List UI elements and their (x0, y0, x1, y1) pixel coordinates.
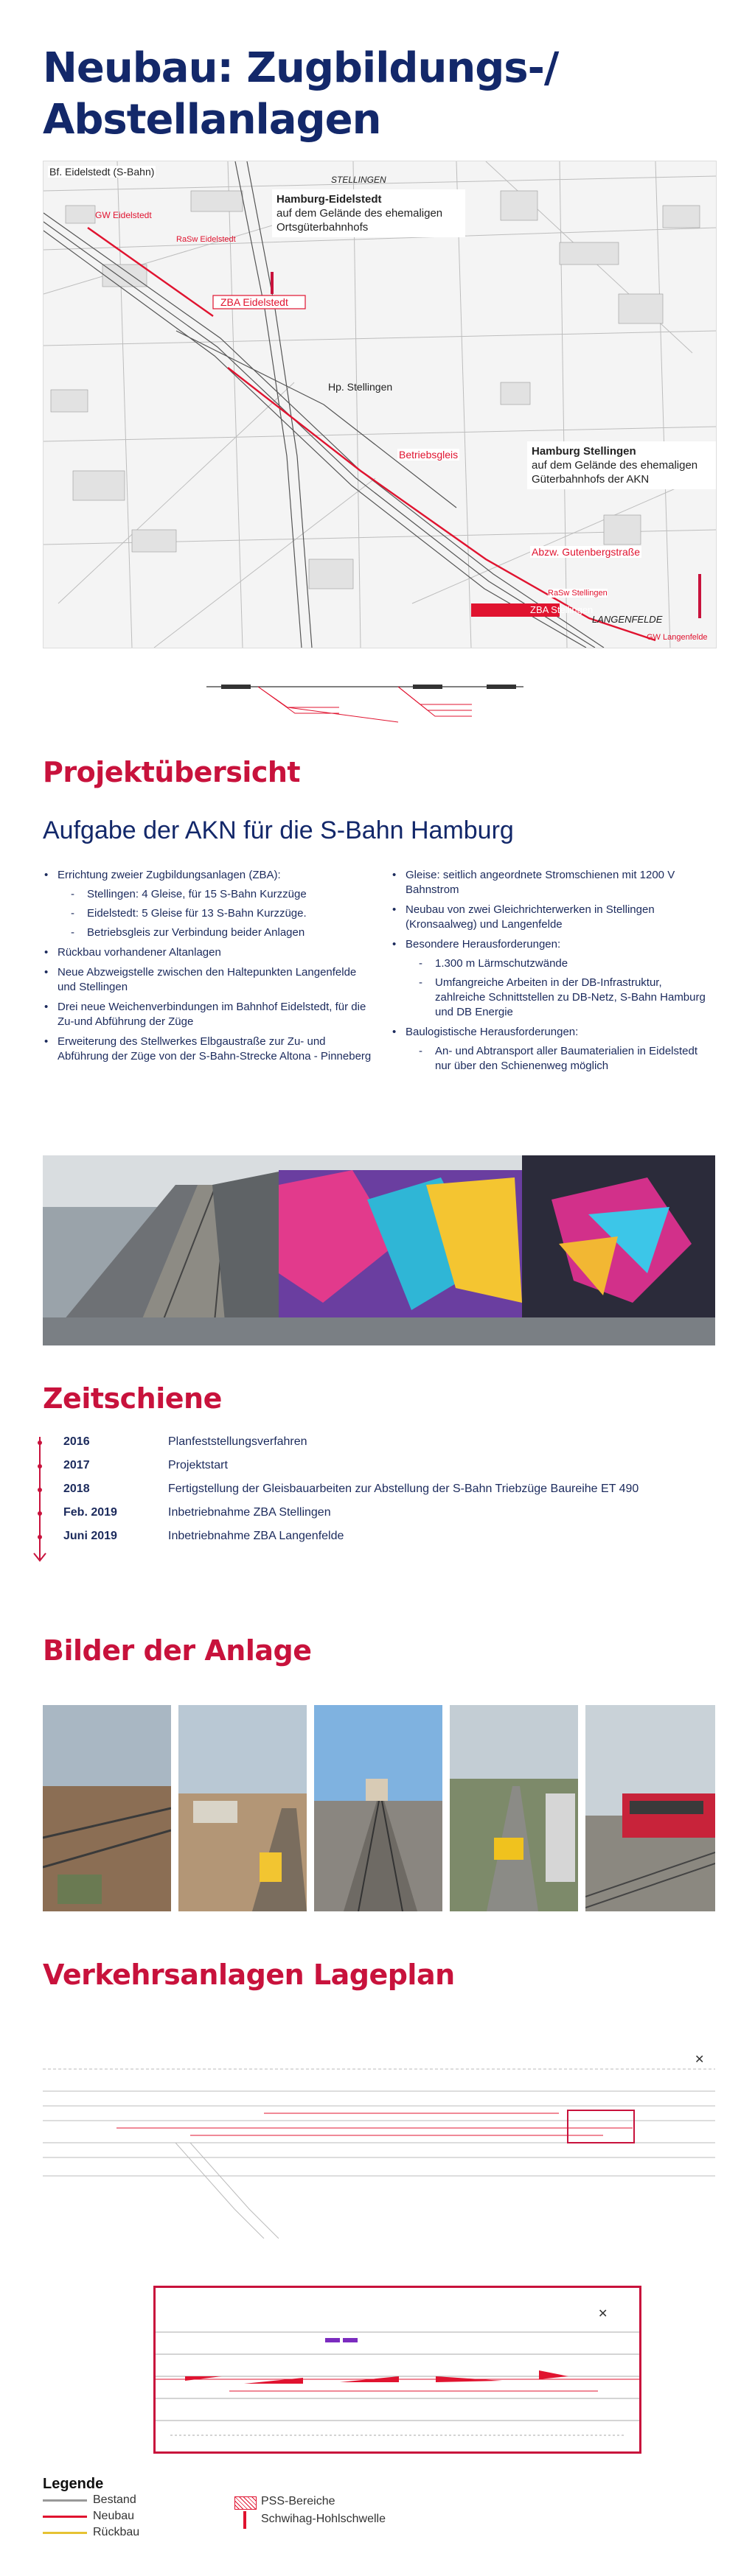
overview-subtitle: Aufgabe der AKN für die S-Bahn Hamburg (43, 816, 514, 844)
callout-eidelstedt-text-2: Ortsgüterbahnhofs (276, 221, 369, 234)
timeline-year: 2016 (63, 1435, 90, 1448)
callout-stellingen (527, 441, 717, 489)
legend-label-neubau: Neubau (93, 2510, 135, 2522)
legend-swatch-pss (234, 2496, 257, 2510)
label-langenfelde: LANGENFELDE (592, 614, 663, 625)
label-betriebsgleis: Betriebsgleis (399, 449, 459, 461)
legend-swatch-schwihag (243, 2511, 246, 2529)
track-schematic (177, 678, 560, 729)
list-item-text: Baulogistische Herausforderungen: (406, 1026, 579, 1038)
legend-swatch-rueckbau (43, 2532, 87, 2534)
legend-label-pss: PSS-Bereiche (261, 2495, 335, 2507)
legend-label-bestand: Bestand (93, 2493, 136, 2506)
list-item (43, 1000, 375, 1029)
list-item-text: Gleise: seitlich angeordnete Stromschienen mit 1200 V Bahnstrom (406, 869, 675, 896)
callout-stellingen-title: Hamburg Stellingen (532, 445, 636, 458)
title-line-1: Neubau: Zugbildungs-/ (43, 44, 559, 92)
sub-list-item: - Umfangreiche Arbeiten in der DB-Infrastruktur, zahlreiche Schnittstellen zu DB-Netz, S-Bahn Hamburg und DB Energie (406, 976, 715, 1020)
legend-title: Legende (43, 2476, 104, 2492)
site-plan-overview (43, 2040, 715, 2239)
photo-construction-2 (178, 1705, 307, 1911)
list-item (391, 937, 715, 1020)
label-rasw-stellingen: RaSw Stellingen (548, 589, 608, 598)
list-item-text: Rückbau vorhandener Altanlagen (58, 946, 221, 959)
svg-text:✕: ✕ (598, 2306, 608, 2320)
list-item (391, 1025, 715, 1074)
section-title-timeline: Zeitschiene (43, 1382, 222, 1415)
sub-list-item: - Stellingen: 4 Gleise, für 15 S-Bahn Kurzzüge (58, 887, 375, 902)
photo-track-3 (314, 1705, 442, 1911)
list-item (43, 965, 375, 995)
list-item-text: Neue Abzweigstelle zwischen den Haltepunkten Langenfelde und Stellingen (58, 966, 357, 993)
label-gw-eidelstedt: GW Eidelstedt (95, 210, 152, 220)
title-line-2: Abstellanlagen (43, 96, 381, 144)
timeline-text: Planfeststellungsverfahren (168, 1435, 307, 1448)
section-title-overview: Projektübersicht (43, 756, 301, 788)
list-item (391, 868, 715, 897)
sub-list-item: - Eidelstedt: 5 Gleise für 13 S-Bahn Kurzzüge. (58, 906, 375, 921)
section-title-plan: Verkehrsanlagen Lageplan (43, 1959, 455, 1991)
list-item-text: Neubau von zwei Gleichrichterwerken in Stellingen (Kronsaalweg) und Langenfelde (406, 903, 655, 931)
list-item (43, 945, 375, 960)
label-gw-langenfelde: GW Langenfelde (647, 633, 708, 642)
photo-track-graffiti (43, 1155, 715, 1345)
photo-track-4 (450, 1705, 578, 1911)
label-bf-eidelstedt: Bf. Eidelstedt (S-Bahn) (49, 166, 155, 178)
list-item-text: Besondere Herausforderungen: (406, 938, 561, 951)
timeline-entry (63, 1435, 307, 1449)
label-hp-stellingen: Hp. Stellingen (328, 381, 393, 393)
sub-list-item: - An- und Abtransport aller Baumaterialien in Eidelstedt nur über den Schienenweg möglich (406, 1044, 715, 1074)
timeline-year: Feb. 2019 (63, 1506, 117, 1519)
sub-list-item: - Betriebsgleis zur Verbindung beider Anlagen (58, 925, 375, 940)
legend-label-schwihag: Schwihag-Hohlschwelle (261, 2513, 386, 2525)
callout-eidelstedt-title: Hamburg-Eidelstedt (276, 193, 382, 206)
overview-left-column (43, 868, 375, 1069)
label-stellingen: STELLINGEN (331, 175, 386, 185)
timeline-text: Fertigstellung der Gleisbauarbeiten zur Abstellung der S-Bahn Triebzüge Baureihe ET 490 (168, 1483, 639, 1495)
overview-left-list (43, 868, 375, 1064)
list-item (43, 868, 375, 940)
timeline-year: 2017 (63, 1459, 90, 1471)
label-abzw-gutenberg: Abzw. Gutenbergstraße (532, 546, 641, 558)
label-rasw-eidelstedt: RaSw Eidelstedt (176, 235, 236, 244)
list-item-text: Drei neue Weichenverbindungen im Bahnhof Eidelstedt, für die Zu-und Abführung der Züge (58, 1001, 366, 1028)
timeline-year: Juni 2019 (63, 1530, 117, 1542)
timeline-arrow (32, 1435, 47, 1568)
section-title-images: Bilder der Anlage (43, 1634, 312, 1667)
legend-swatch-bestand (43, 2499, 87, 2502)
callout-stellingen-text-1: auf dem Gelände des ehemaligen (532, 459, 698, 472)
timeline-text: Inbetriebnahme ZBA Stellingen (168, 1506, 331, 1519)
timeline-text: Inbetriebnahme ZBA Langenfelde (168, 1530, 344, 1542)
overview-right-column (391, 868, 715, 1079)
legend-swatch-neubau (43, 2516, 87, 2518)
timeline-entry (63, 1483, 639, 1496)
list-item-text: Errichtung zweier Zugbildungsanlagen (ZBA): (58, 869, 281, 881)
overview-right-list (391, 868, 715, 1074)
callout-eidelstedt-text-1: auf dem Gelände des ehemaligen (276, 207, 443, 220)
sub-list-item: - 1.300 m Lärmschutzwände (406, 956, 715, 971)
photo-train-5 (585, 1705, 715, 1911)
site-plan-detail (153, 2286, 641, 2454)
page-title (43, 43, 558, 146)
list-item-text: Erweiterung des Stellwerkes Elbgaustraße zur Zu- und Abführung der Züge von der S-Bahn-Strecke Altona - Pinneberg (58, 1035, 372, 1063)
timeline-entry (63, 1506, 331, 1519)
callout-stellingen-text-2: Güterbahnhofs der AKN (532, 473, 650, 486)
label-zba-eidelstedt: ZBA Eidelstedt (220, 296, 288, 308)
timeline-text: Projektstart (168, 1459, 228, 1471)
label-zba-stellingen: ZBA Stellingen (530, 604, 594, 615)
timeline-entry (63, 1459, 228, 1472)
callout-eidelstedt (272, 189, 465, 237)
timeline-entry (63, 1530, 344, 1543)
svg-text:✕: ✕ (695, 2052, 705, 2066)
legend-label-rueckbau: Rückbau (93, 2526, 140, 2538)
timeline-year: 2018 (63, 1483, 90, 1495)
list-item (391, 903, 715, 932)
overview-map (43, 161, 717, 648)
list-item (43, 1035, 375, 1064)
photo-construction-1 (43, 1705, 171, 1911)
